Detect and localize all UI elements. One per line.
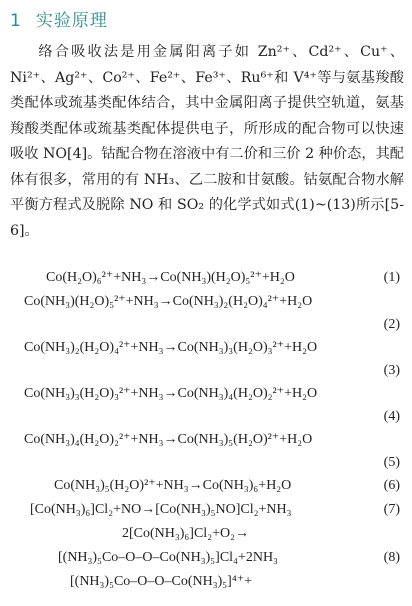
equation-formula: Co(H₂O)₆²⁺+NH₃→Co(NH₃)(H₂O)₅²⁺+H₂O — [46, 270, 295, 285]
equation-formula: Co(NH₃)₃(H₂O)₃²⁺+NH₃→Co(NH₃)₄(H₂O)₂²⁺+H₂O — [24, 386, 318, 401]
body-paragraph-block — [10, 40, 404, 244]
equation-4 — [10, 382, 404, 406]
equation-number: (5) — [383, 455, 400, 470]
equation-formula: [(NH₃)₅Co–O–O–Co(NH₃)₅]⁴⁺+ — [70, 574, 252, 589]
equation-number: (8) — [383, 550, 400, 565]
equation-formula: Co(NH₃)(H₂O)₅²⁺+NH₃→Co(NH₃)₂(H₂O)₄²⁺+H₂O — [24, 294, 313, 309]
equation-1 — [10, 266, 404, 290]
section-number: 1 — [10, 11, 22, 31]
equation-number: (6) — [383, 478, 400, 493]
equation-formula: Co(NH₃)₂(H₂O)₄²⁺+NH₃→Co(NH₃)₃(H₂O)₃²⁺+H₂O — [24, 340, 318, 355]
equation-formula: [Co(NH₃)₆]Cl₂+NO→[Co(NH₃)₅NO]Cl₂+NH₃ — [30, 502, 292, 517]
equation-number: (4) — [383, 409, 400, 424]
equation-7 — [10, 498, 404, 522]
equation-formula: [(NH₃)₅Co–O–O–Co(NH₃)₅]Cl₄+2NH₃ — [58, 550, 278, 565]
body-paragraph: 络合吸收法是用金属阳离子如 Zn²⁺、Cd²⁺、Cu⁺、Ni²⁺、Ag²⁺、Co²⁺、Fe²⁺、Fe³⁺、Ru⁶⁺和 V⁴⁺等与氨基羧酸类配体或巯基类配体结合，其中金属阳离子提供空轨道，氨基羧酸类配体或巯基类配体提供电子，所形成的配合物可以快速吸收 NO[4]。钴配合物在溶液中有二价和三价 2 种价态，其配体有很多，常用的有 NH₃、乙二胺和甘氨酸。钴氨配合物水解平衡方程式及脱除 NO 和 SO₂ 的化学式如式(1)~(13)所示[5-6]。 — [10, 44, 404, 239]
equation-8-line-2 — [10, 546, 404, 570]
equation-number: (7) — [383, 502, 400, 517]
equation-6 — [10, 474, 404, 498]
equation-formula: 2[Co(NH₃)₆]Cl₂+O₂→ — [122, 526, 249, 541]
equation-number: (3) — [383, 363, 400, 378]
section-title: 实验原理 — [35, 11, 108, 31]
equation-9-line-1 — [10, 570, 404, 594]
equation-3 — [10, 336, 404, 360]
equation-2 — [10, 290, 404, 314]
equation-list — [10, 266, 404, 594]
equation-formula: Co(NH₃)₄(H₂O)₂²⁺+NH₃→Co(NH₃)₅(H₂O)²⁺+H₂O — [24, 432, 313, 447]
equation-formula: Co(NH₃)₅(H₂O)²⁺+NH₃→Co(NH₃)₆+H₂O — [54, 478, 292, 493]
section-heading — [10, 6, 108, 31]
equation-number: (1) — [383, 270, 400, 285]
equation-5 — [10, 428, 404, 452]
equation-8-line-1 — [10, 522, 404, 546]
equation-number: (2) — [383, 317, 400, 332]
